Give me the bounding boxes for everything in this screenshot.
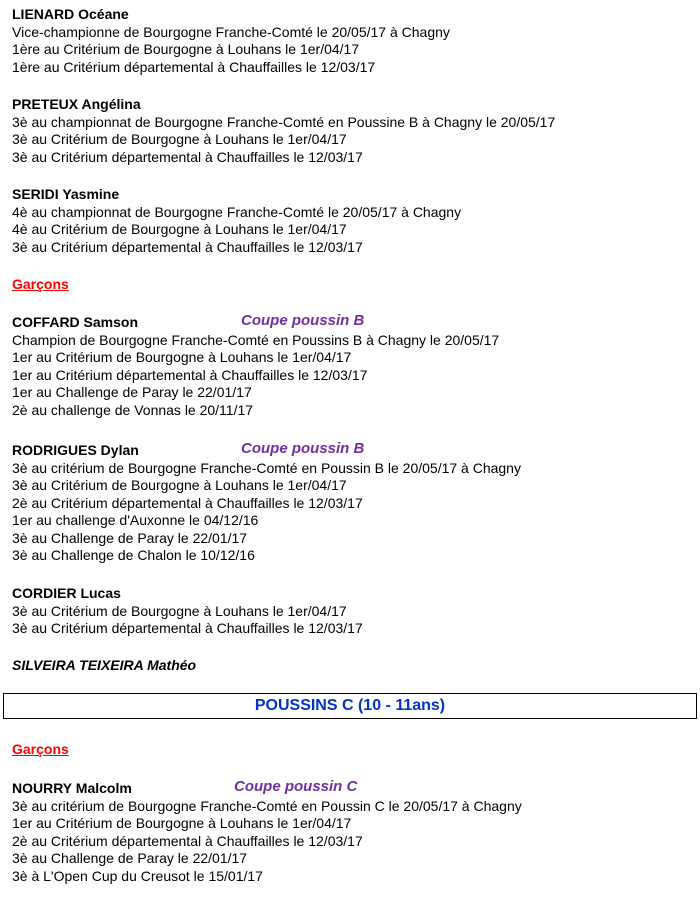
athlete-name: SILVEIRA TEIXEIRA Mathéo [12, 657, 197, 673]
athlete-name: COFFARD Samson [12, 314, 139, 330]
result-line: 1er au Critérium départemental à Chauffailles le 12/03/17 [12, 366, 368, 383]
result-line: 3è au Critérium de Bourgogne à Louhans le 1er/04/17 [12, 477, 347, 493]
result-line: 1ère au Critérium de Bourgogne à Louhans le 1er/04/17 [12, 41, 360, 57]
coupe-label: Coupe poussin B [241, 312, 365, 329]
coupe-label: Coupe poussin C [234, 778, 358, 795]
result-line: 2è au challenge de Vonnas le 20/11/17 [12, 401, 254, 418]
result-line: 3è au Challenge de Paray le 22/01/17 [12, 529, 248, 546]
category-header [3, 693, 697, 719]
result-line: 1er au Critérium de Bourgogne à Louhans le 1er/04/17 [12, 815, 352, 831]
result-line: 3è au championnat de Bourgogne Franche-Comté en Poussine B à Chagny le 20/05/17 [12, 113, 556, 130]
result-line: 3è au Challenge de Paray le 22/01/17 [12, 850, 248, 866]
athlete-name: NOURRY Malcolm [12, 780, 132, 796]
athlete-name: PRETEUX Angélina [12, 96, 141, 112]
athlete-entry [12, 657, 196, 675]
result-line: 3è au Critérium de Bourgogne à Louhans le 1er/04/17 [12, 131, 347, 147]
result-line: 1er au Challenge de Paray le 22/01/17 [12, 384, 252, 400]
athlete-name: SERIDI Yasmine [12, 186, 120, 202]
athlete-entry [12, 314, 499, 419]
result-line: 3è au critérium de Bourgogne Franche-Comté en Poussin B le 20/05/17 à Chagny [12, 459, 521, 476]
athlete-entry [12, 780, 522, 885]
coupe-label: Coupe poussin B [241, 440, 365, 457]
result-line: Champion de Bourgogne Franche-Comté en Poussins B à Chagny le 20/05/17 [12, 331, 500, 348]
result-line: 3è au Critérium de Bourgogne à Louhans le 1er/04/17 [12, 602, 347, 619]
athlete-entry [12, 585, 363, 638]
result-line: 2è au Critérium départemental à Chauffailles le 12/03/17 [12, 494, 363, 511]
section-label-garcons: Garçons [12, 276, 69, 292]
result-line: 1er au Critérium de Bourgogne à Louhans le 1er/04/17 [12, 349, 352, 365]
athlete-name: LIENARD Océane [12, 6, 129, 22]
result-line: 3è au Critérium départemental à Chauffailles le 12/03/17 [12, 238, 363, 255]
athlete-entry [12, 442, 521, 565]
athlete-entry [12, 6, 450, 76]
result-line: 3è au Challenge de Chalon le 10/12/16 [12, 547, 255, 563]
result-line: 3è à L'Open Cup du Creusot le 15/01/17 [12, 867, 263, 884]
result-line: 3è au Critérium départemental à Chauffailles le 12/03/17 [12, 148, 363, 165]
result-line: 2è au Critérium départemental à Chauffailles le 12/03/17 [12, 832, 363, 849]
result-line: 3è au critérium de Bourgogne Franche-Comté en Poussin C le 20/05/17 à Chagny [12, 797, 522, 814]
result-line: 1ère au Critérium départemental à Chauffailles le 12/03/17 [12, 58, 376, 75]
result-line: 3è au Critérium départemental à Chauffailles le 12/03/17 [12, 620, 363, 636]
result-line: Vice-championne de Bourgogne Franche-Comté le 20/05/17 à Chagny [12, 23, 450, 40]
athlete-entry [12, 96, 555, 166]
result-line: 1er au challenge d'Auxonne le 04/12/16 [12, 512, 259, 528]
athlete-entry [12, 186, 461, 256]
result-line: 4è au championnat de Bourgogne Franche-Comté le 20/05/17 à Chagny [12, 203, 462, 220]
section-label-garcons: Garçons [12, 741, 69, 757]
result-line: 4è au Critérium de Bourgogne à Louhans le 1er/04/17 [12, 221, 347, 237]
athlete-name: CORDIER Lucas [12, 585, 121, 601]
category-title: POUSSINS C (10 - 11ans) [254, 697, 446, 714]
athlete-name: RODRIGUES Dylan [12, 442, 139, 458]
